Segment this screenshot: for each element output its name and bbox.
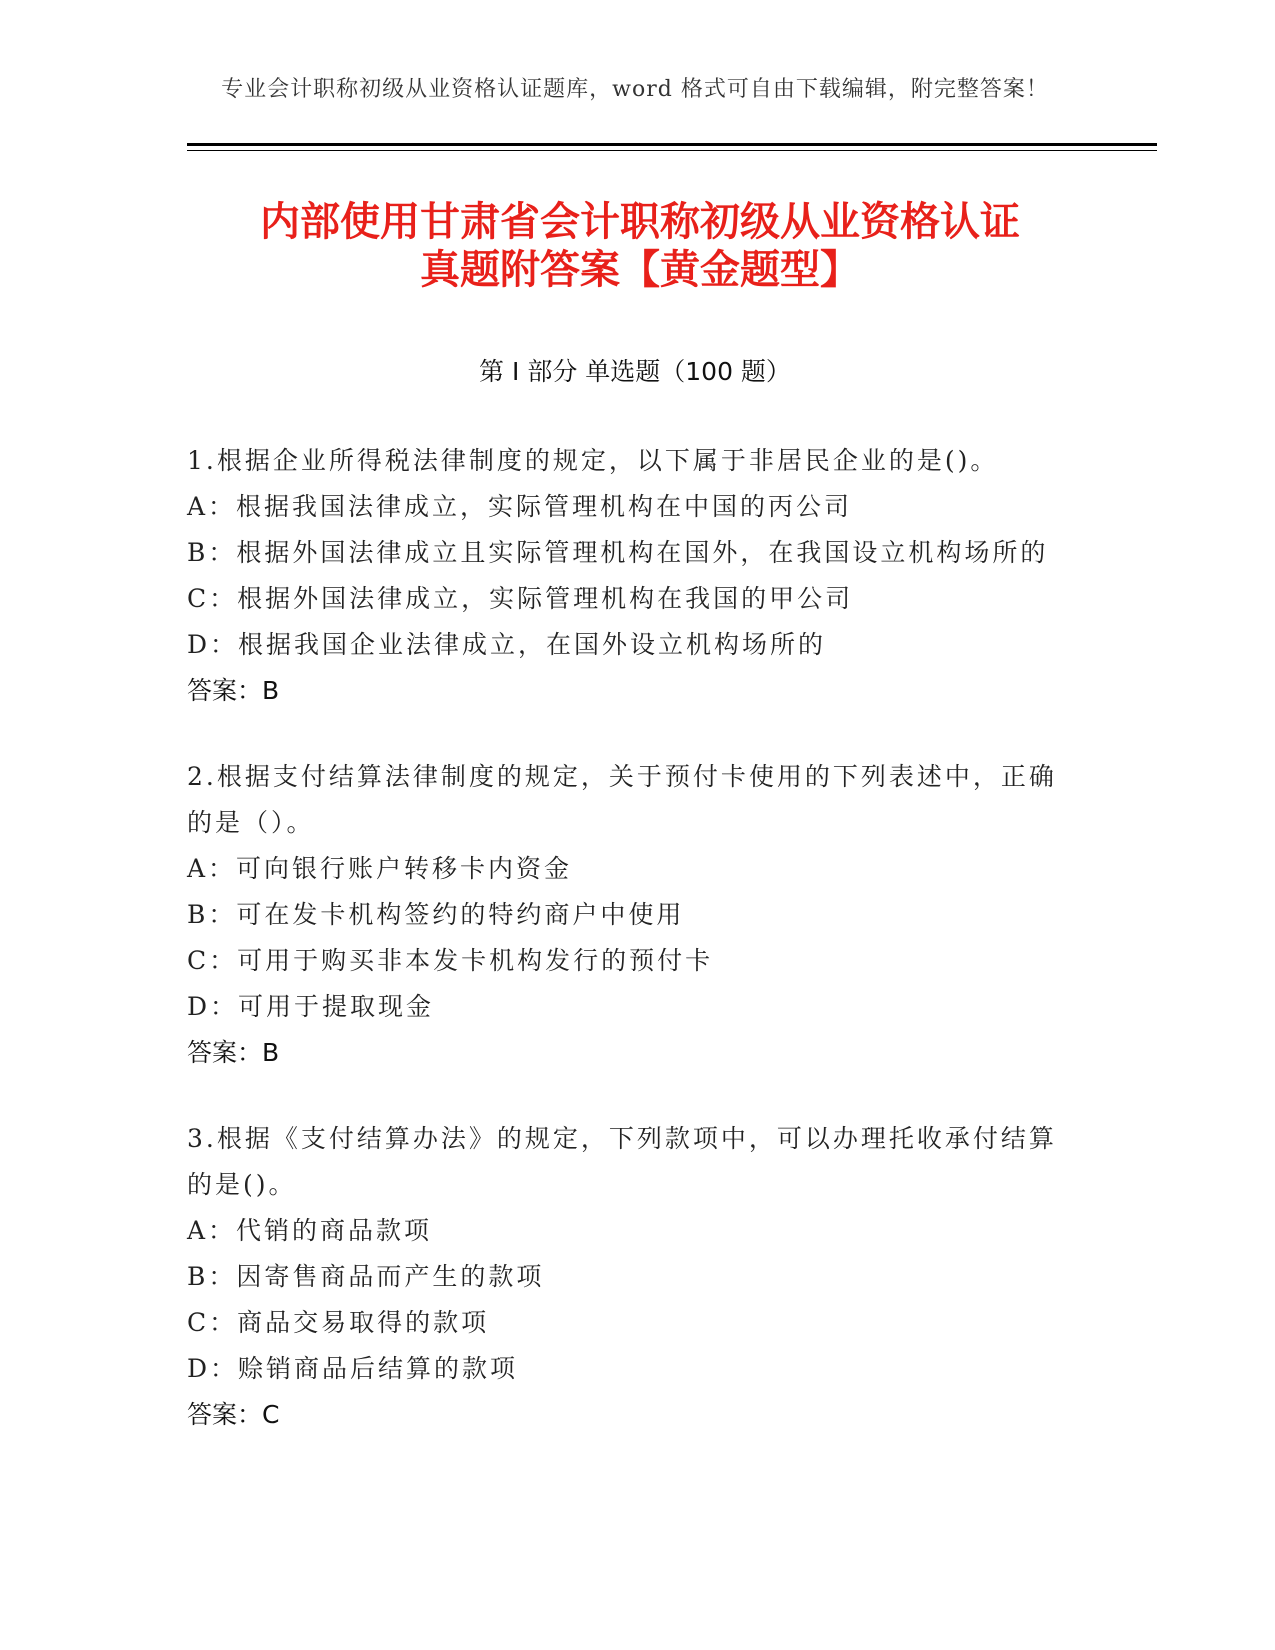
option-d: D：赊销商品后结算的款项 [187,1354,519,1383]
document-title [160,198,1120,294]
question-list [187,438,1067,1478]
header-divider-thick [187,143,1157,146]
option-b: B：根据外国法律成立且实际管理机构在国外，在我国设立机构场所的 [187,538,1049,567]
header-divider-thin [187,150,1157,151]
option-b: B：可在发卡机构签约的特约商户中使用 [187,900,685,929]
page-header: 专业会计职称初级从业资格认证题库，word 格式可自由下载编辑，附完整答案！ [221,77,1049,102]
answer-label: 答案：B [187,1038,280,1067]
option-c: C：根据外国法律成立，实际管理机构在我国的甲公司 [187,584,854,613]
option-d: D：可用于提取现金 [187,992,435,1021]
title-line-1: 内部使用甘肃省会计职称初级从业资格认证 [260,199,1020,245]
answer-label: 答案：B [187,676,280,705]
question-stem: 2.根据支付结算法律制度的规定，关于预付卡使用的下列表述中，正确的是（）。 [187,762,1057,837]
question-3 [187,1116,1067,1438]
option-a: A：根据我国法律成立，实际管理机构在中国的丙公司 [187,492,853,521]
question-2 [187,754,1067,1076]
option-d: D：根据我国企业法律成立，在国外设立机构场所的 [187,630,827,659]
section-title: 第 I 部分 单选题（100 题） [479,357,791,386]
option-a: A：可向银行账户转移卡内资金 [187,854,573,883]
option-c: C：可用于购买非本发卡机构发行的预付卡 [187,946,714,975]
title-line-2: 真题附答案【黄金题型】 [420,247,860,293]
option-a: A：代销的商品款项 [187,1216,433,1245]
option-c: C：商品交易取得的款项 [187,1308,490,1337]
question-stem: 3.根据《支付结算办法》的规定，下列款项中，可以办理托收承付结算的是()。 [187,1124,1057,1199]
question-stem: 1.根据企业所得税法律制度的规定，以下属于非居民企业的是()。 [187,446,999,475]
question-1 [187,438,1067,714]
answer-label: 答案：C [187,1400,280,1429]
option-b: B：因寄售商品而产生的款项 [187,1262,545,1291]
